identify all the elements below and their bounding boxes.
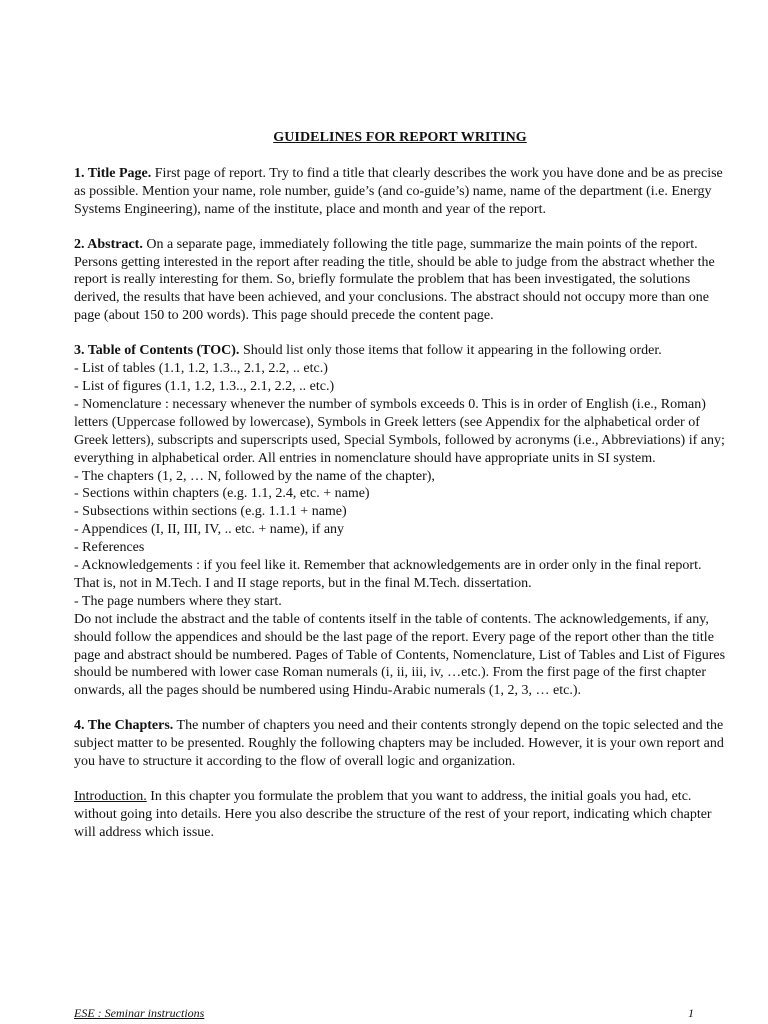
section-body: First page of report. Try to find a title that clearly describes the work you have done and be as precise as possible. Mention your name, role number, guide’s (and co-guide’s) name, name of the department (i.e. Energy Systems Engineering), name of the institute, place and month and year of the report. [74, 165, 723, 217]
section-title-page [74, 165, 726, 219]
section-abstract [74, 236, 726, 326]
list-item: - List of figures (1.1, 1.2, 1.3.., 2.1, 2.2, .. etc.) [74, 378, 335, 394]
page-footer [74, 1006, 694, 1021]
list-item: - References [74, 540, 145, 556]
section-body: On a separate page, immediately following the title page, summarize the main points of the report. Persons getting interested in the report after reading the title, should be able to judge from the abstract whether the report is really interesting for them. So, briefly formulate the problem that has been investigated, the solutions derived, the results that have been achieved, and your conclusions. The abstract should not occupy more than one page (about 150 to 200 words). This page should precede the content page. [74, 236, 715, 324]
section-body: In this chapter you formulate the problem that you want to address, the initial goals you had, etc. without going into details. Here you also describe the structure of the rest of your report, indicating which chapter will address which issue. [74, 789, 712, 840]
list-item: - Acknowledgements : if you feel like it. Remember that acknowledgements are in order only in the final report. That is, not in M.Tech. I and II stage reports, but in the final M.Tech. dissertation. [74, 558, 702, 591]
section-heading: 3. Table of Contents (TOC). [74, 343, 240, 359]
section-table-of-contents [74, 342, 726, 700]
section-heading: 1. Title Page. [74, 165, 152, 181]
section-introduction [74, 788, 726, 842]
footer-page-number: 1 [688, 1006, 694, 1020]
section-body: Should list only those items that follow it appearing in the following order. [239, 343, 662, 359]
list-item: - The page numbers where they start. [74, 593, 282, 609]
list-item: - Nomenclature : necessary whenever the number of symbols exceeds 0. This is in order of English (i.e., Roman) letters (Uppercase followed by lowercase), Symbols in Greek letters (see Appendix for the alphabetical order of Greek letters), subscripts and superscripts used, Special Symbols, followed by acronyms (i.e., Abbreviations) if any; everything in alphabetical order. All entries in nomenclature should have appropriate units in SI system. [74, 396, 725, 466]
section-heading: 4. The Chapters. [74, 718, 174, 734]
list-item: - Subsections within sections (e.g. 1.1.1 + name) [74, 504, 347, 520]
section-body: The number of chapters you need and their contents strongly depend on the topic selected and the subject matter to be presented. Roughly the following chapters may be included. However, it is your own report and you have to structure it according to the flow of overall logic and organization. [74, 718, 724, 770]
document-title: GUIDELINES FOR REPORT WRITING [273, 130, 527, 145]
list-item: - The chapters (1, 2, … N, followed by the name of the chapter), [74, 468, 435, 484]
toc-closing-paragraph: Do not include the abstract and the table of contents itself in the table of contents. The acknowledgements, if any, should follow the appendices and should be the last page of the report. Every page of the report other than the title page and abstract should be numbered. Pages of Table of Contents, Nomenclature, List of Tables and List of Figures should be numbered with lower case Roman numerals (i, ii, iii, iv, …etc.). From the first page of the first chapter onwards, all the pages should be numbered using Hindu-Arabic numerals (1, 2, 3, … etc.). [74, 611, 726, 699]
section-heading: 2. Abstract. [74, 236, 143, 252]
document-body [74, 129, 726, 859]
section-chapters [74, 717, 726, 771]
list-item: - Sections within chapters (e.g. 1.1, 2.4, etc. + name) [74, 486, 370, 502]
list-item: - Appendices (I, II, III, IV, .. etc. + name), if any [74, 522, 345, 538]
footer-document-name: ESE : Seminar instructions [74, 1006, 205, 1020]
introduction-label: Introduction. [74, 789, 147, 804]
list-item: - List of tables (1.1, 1.2, 1.3.., 2.1, 2.2, .. etc.) [74, 361, 328, 377]
